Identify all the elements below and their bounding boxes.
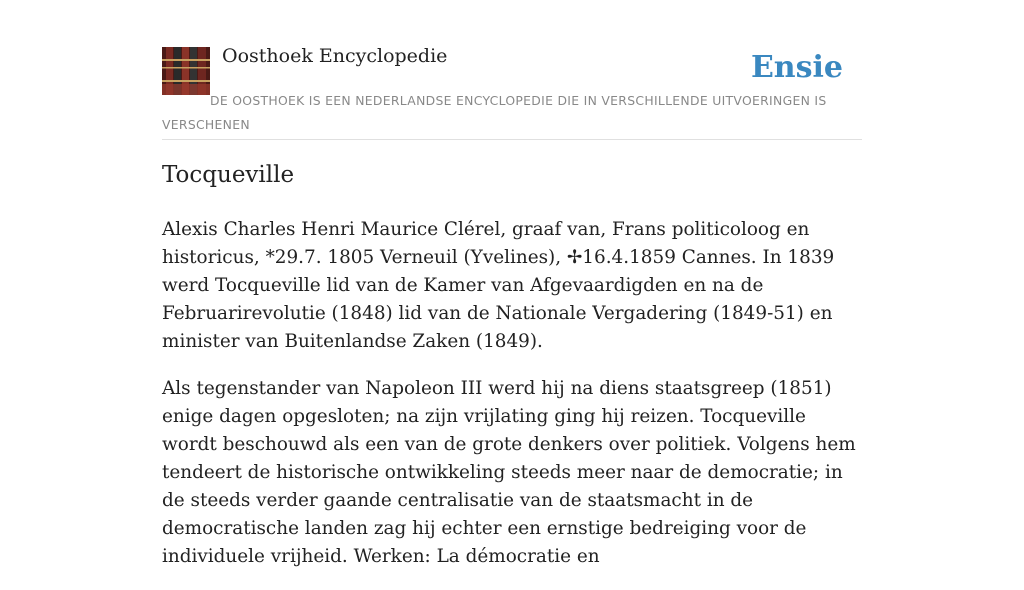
site-tagline: DE OOSTHOEK IS EEN NEDERLANDSE ENCYCLOPEDIE DIE IN VERSCHILLENDE UITVOERINGEN IS VERSCHENEN — [162, 93, 827, 132]
site-header — [162, 0, 862, 140]
brand-logo-link[interactable]: Ensie — [750, 50, 843, 85]
article-paragraph: Alexis Charles Henri Maurice Clérel, graaf van, Frans politicoloog en historicus, *29.7. 1805 Verneuil (Yvelines), ✢16.4.1859 Cannes. In 1839 werd Tocqueville lid van de Kamer van Afgevaardigden en na de Februarirevolutie (1848) lid van de Nationale Vergadering (1849-51) en minister van Buitenlandse Zaken (1849). — [162, 219, 835, 352]
article-title: Tocqueville — [162, 162, 295, 188]
article-body — [162, 216, 862, 590]
page — [162, 0, 862, 567]
site-name[interactable]: Oosthoek Encyclopedie — [222, 45, 448, 67]
article-paragraph: Als tegenstander van Napoleon III werd hij na diens staatsgreep (1851) enige dagen opgesloten; na zijn vrijlating ging hij reizen. Tocqueville wordt beschouwd als een van de grote denkers over politiek. Volgens hem tendeert de historische ontwikkeling steeds meer naar de democratie; in de steeds verder gaande centralisatie van de staatsmacht in de democratische landen zag hij echter een ernstige bedreiging voor de individuele vrijheid. Werken: La démocratie en — [162, 378, 856, 567]
book-spines-avatar-icon[interactable] — [162, 47, 210, 95]
